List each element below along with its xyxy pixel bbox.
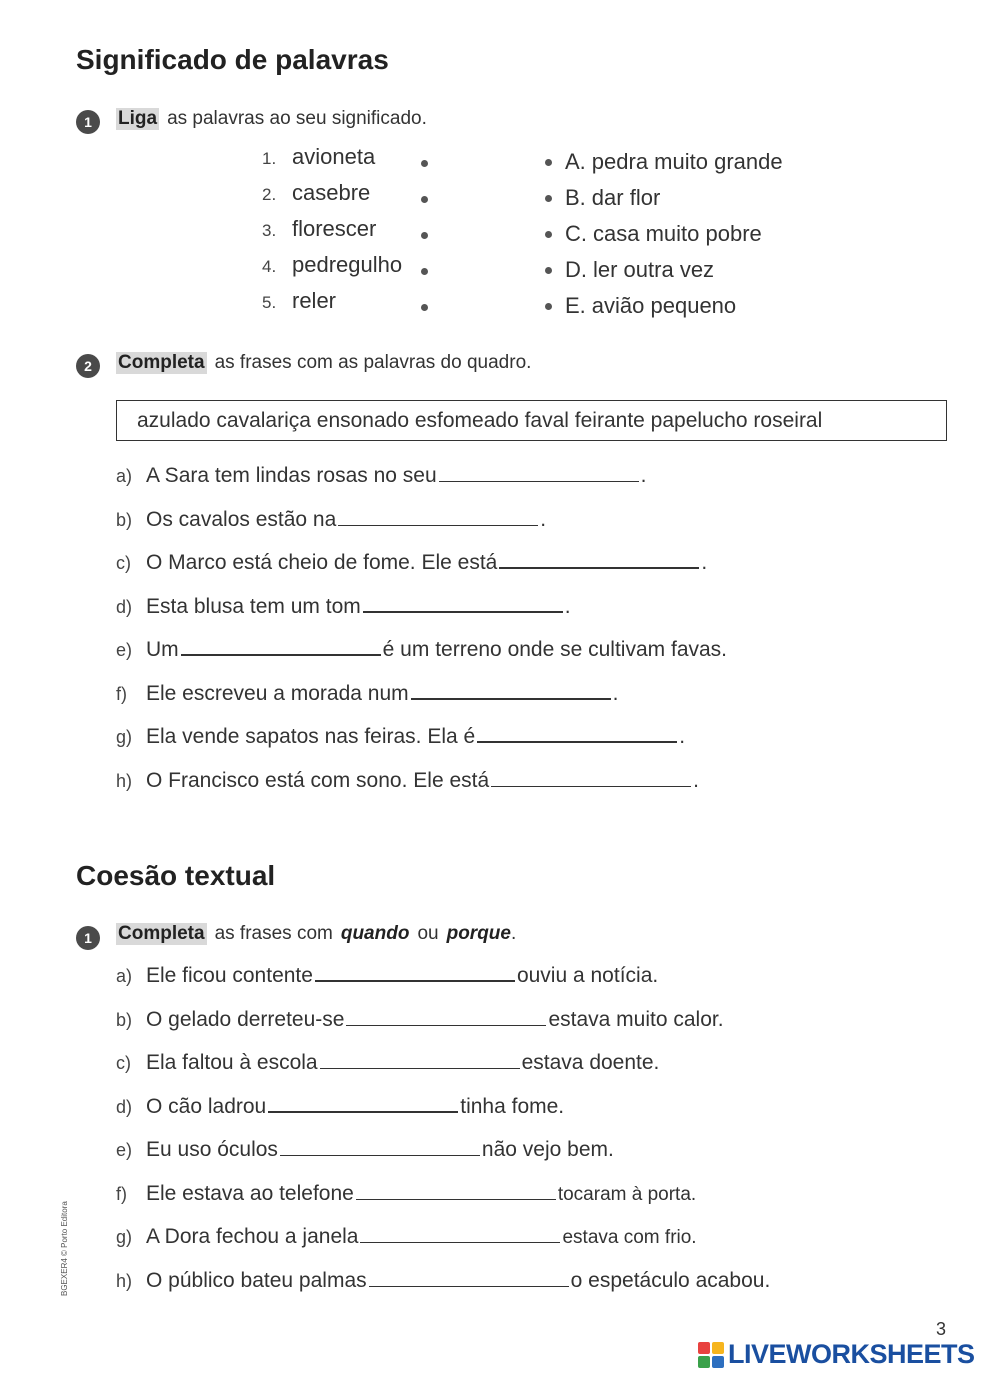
connector-dot[interactable]	[545, 195, 552, 202]
answer-blank[interactable]	[280, 1155, 480, 1156]
exercise-instruction	[116, 923, 516, 945]
sentence-item: b) Os cavalos estão na .	[116, 507, 547, 531]
sentence-item: e) Um é um terreno onde se cultivam favas.	[116, 638, 728, 661]
sentence-item: d) Esta blusa tem um tom .	[116, 594, 571, 618]
exercise-instruction	[116, 108, 427, 130]
copyright-side-text: BGEXER4 © Porto Editora	[60, 1201, 69, 1296]
answer-blank[interactable]	[411, 698, 611, 700]
exercise-number-badge: 1	[76, 110, 100, 134]
answer-blank[interactable]	[268, 1111, 458, 1113]
sentence-item: a) A Sara tem lindas rosas no seu .	[116, 464, 647, 487]
instruction-text: as frases com as palavras do quadro.	[214, 352, 532, 373]
page-number: 3	[936, 1319, 947, 1339]
sentence-item: g) Ela vende sapatos nas feiras. Ela é .	[116, 725, 686, 748]
answer-blank[interactable]	[338, 525, 538, 526]
match-right-item: B. dar flor	[545, 180, 783, 216]
match-right-item: E. avião pequeno	[545, 288, 783, 324]
connector-dot[interactable]	[421, 268, 428, 275]
connector-dot[interactable]	[545, 303, 552, 310]
exercise-instruction	[116, 352, 531, 374]
answer-blank[interactable]	[363, 611, 563, 613]
answer-blank[interactable]	[360, 1242, 560, 1243]
match-right-item: C. casa muito pobre	[545, 216, 783, 252]
matching-left-column	[262, 144, 402, 324]
sentence-item: h) O público bateu palmas o espetáculo acabou.	[116, 1268, 771, 1292]
sentence-list	[116, 464, 727, 812]
sentence-item: b) O gelado derreteu-se estava muito calor.	[116, 1007, 724, 1031]
answer-blank[interactable]	[315, 980, 515, 982]
match-right-item: D. ler outra vez	[545, 252, 783, 288]
connector-dot[interactable]	[421, 160, 428, 167]
connector-dot[interactable]	[545, 159, 552, 166]
instruction-period: .	[510, 923, 517, 944]
sentence-item: f) Ele escreveu a morada num .	[116, 681, 619, 705]
instruction-keyword: Completa	[118, 352, 205, 373]
answer-blank[interactable]	[369, 1286, 569, 1287]
answer-blank[interactable]	[491, 786, 691, 787]
sentence-item: h) O Francisco está com sono. Ele está .	[116, 768, 699, 792]
sentence-item: c) O Marco está cheio de fome. Ele está .	[116, 551, 708, 574]
section-title-cohesion: Coesão textual	[76, 860, 276, 891]
exercise-number-badge: 1	[76, 926, 100, 950]
answer-blank[interactable]	[499, 567, 699, 569]
answer-blank[interactable]	[439, 481, 639, 482]
matching-right-column	[545, 144, 783, 324]
match-right-item: A. pedra muito grande	[545, 144, 783, 180]
connector-dot[interactable]	[421, 304, 428, 311]
match-left-item: 3. florescer	[262, 216, 377, 241]
match-left-item: 1. avioneta	[262, 144, 376, 169]
instruction-text: as frases com	[214, 923, 333, 944]
instruction-text: as palavras ao seu significado.	[167, 108, 427, 129]
exercise-number-badge: 2	[76, 354, 100, 378]
instruction-text: ou	[417, 923, 439, 944]
sentence-item: g) A Dora fechou a janela estava com frio.	[116, 1225, 697, 1248]
answer-blank[interactable]	[320, 1068, 520, 1069]
left-connector-dots	[421, 154, 428, 334]
sentence-item: d) O cão ladrou tinha fome.	[116, 1094, 565, 1118]
sentence-item: e) Eu uso óculos não vejo bem.	[116, 1138, 614, 1161]
sentence-list	[116, 964, 770, 1312]
connector-dot[interactable]	[421, 196, 428, 203]
sentence-item: f) Ele estava ao telefone tocaram à porta.	[116, 1181, 697, 1205]
sentence-item: c) Ela faltou à escola estava doente.	[116, 1051, 660, 1074]
sentence-item: a) Ele ficou contente ouviu a notícia.	[116, 964, 659, 987]
liveworksheets-logo-icon	[698, 1342, 724, 1368]
answer-blank[interactable]	[346, 1025, 546, 1026]
connector-dot[interactable]	[545, 231, 552, 238]
instruction-keyword: Liga	[118, 108, 158, 129]
match-left-item: 5. reler	[262, 288, 337, 313]
instruction-word-porque: porque	[446, 923, 511, 944]
instruction-keyword: Completa	[118, 923, 205, 944]
match-left-item: 4. pedregulho	[262, 252, 403, 277]
answer-blank[interactable]	[356, 1199, 556, 1200]
match-left-item: 2. casebre	[262, 180, 371, 205]
section-title-meanings: Significado de palavras	[76, 44, 389, 75]
instruction-word-quando: quando	[340, 923, 410, 944]
answer-blank[interactable]	[477, 741, 677, 743]
liveworksheets-logo-text: LIVEWORKSHEETS	[728, 1339, 975, 1369]
liveworksheets-logo[interactable]	[698, 1339, 975, 1370]
answer-blank[interactable]	[181, 654, 381, 656]
connector-dot[interactable]	[545, 267, 552, 274]
word-bank-box: azulado cavalariça ensonado esfomeado faval feirante papelucho roseiral	[116, 400, 947, 441]
connector-dot[interactable]	[421, 232, 428, 239]
